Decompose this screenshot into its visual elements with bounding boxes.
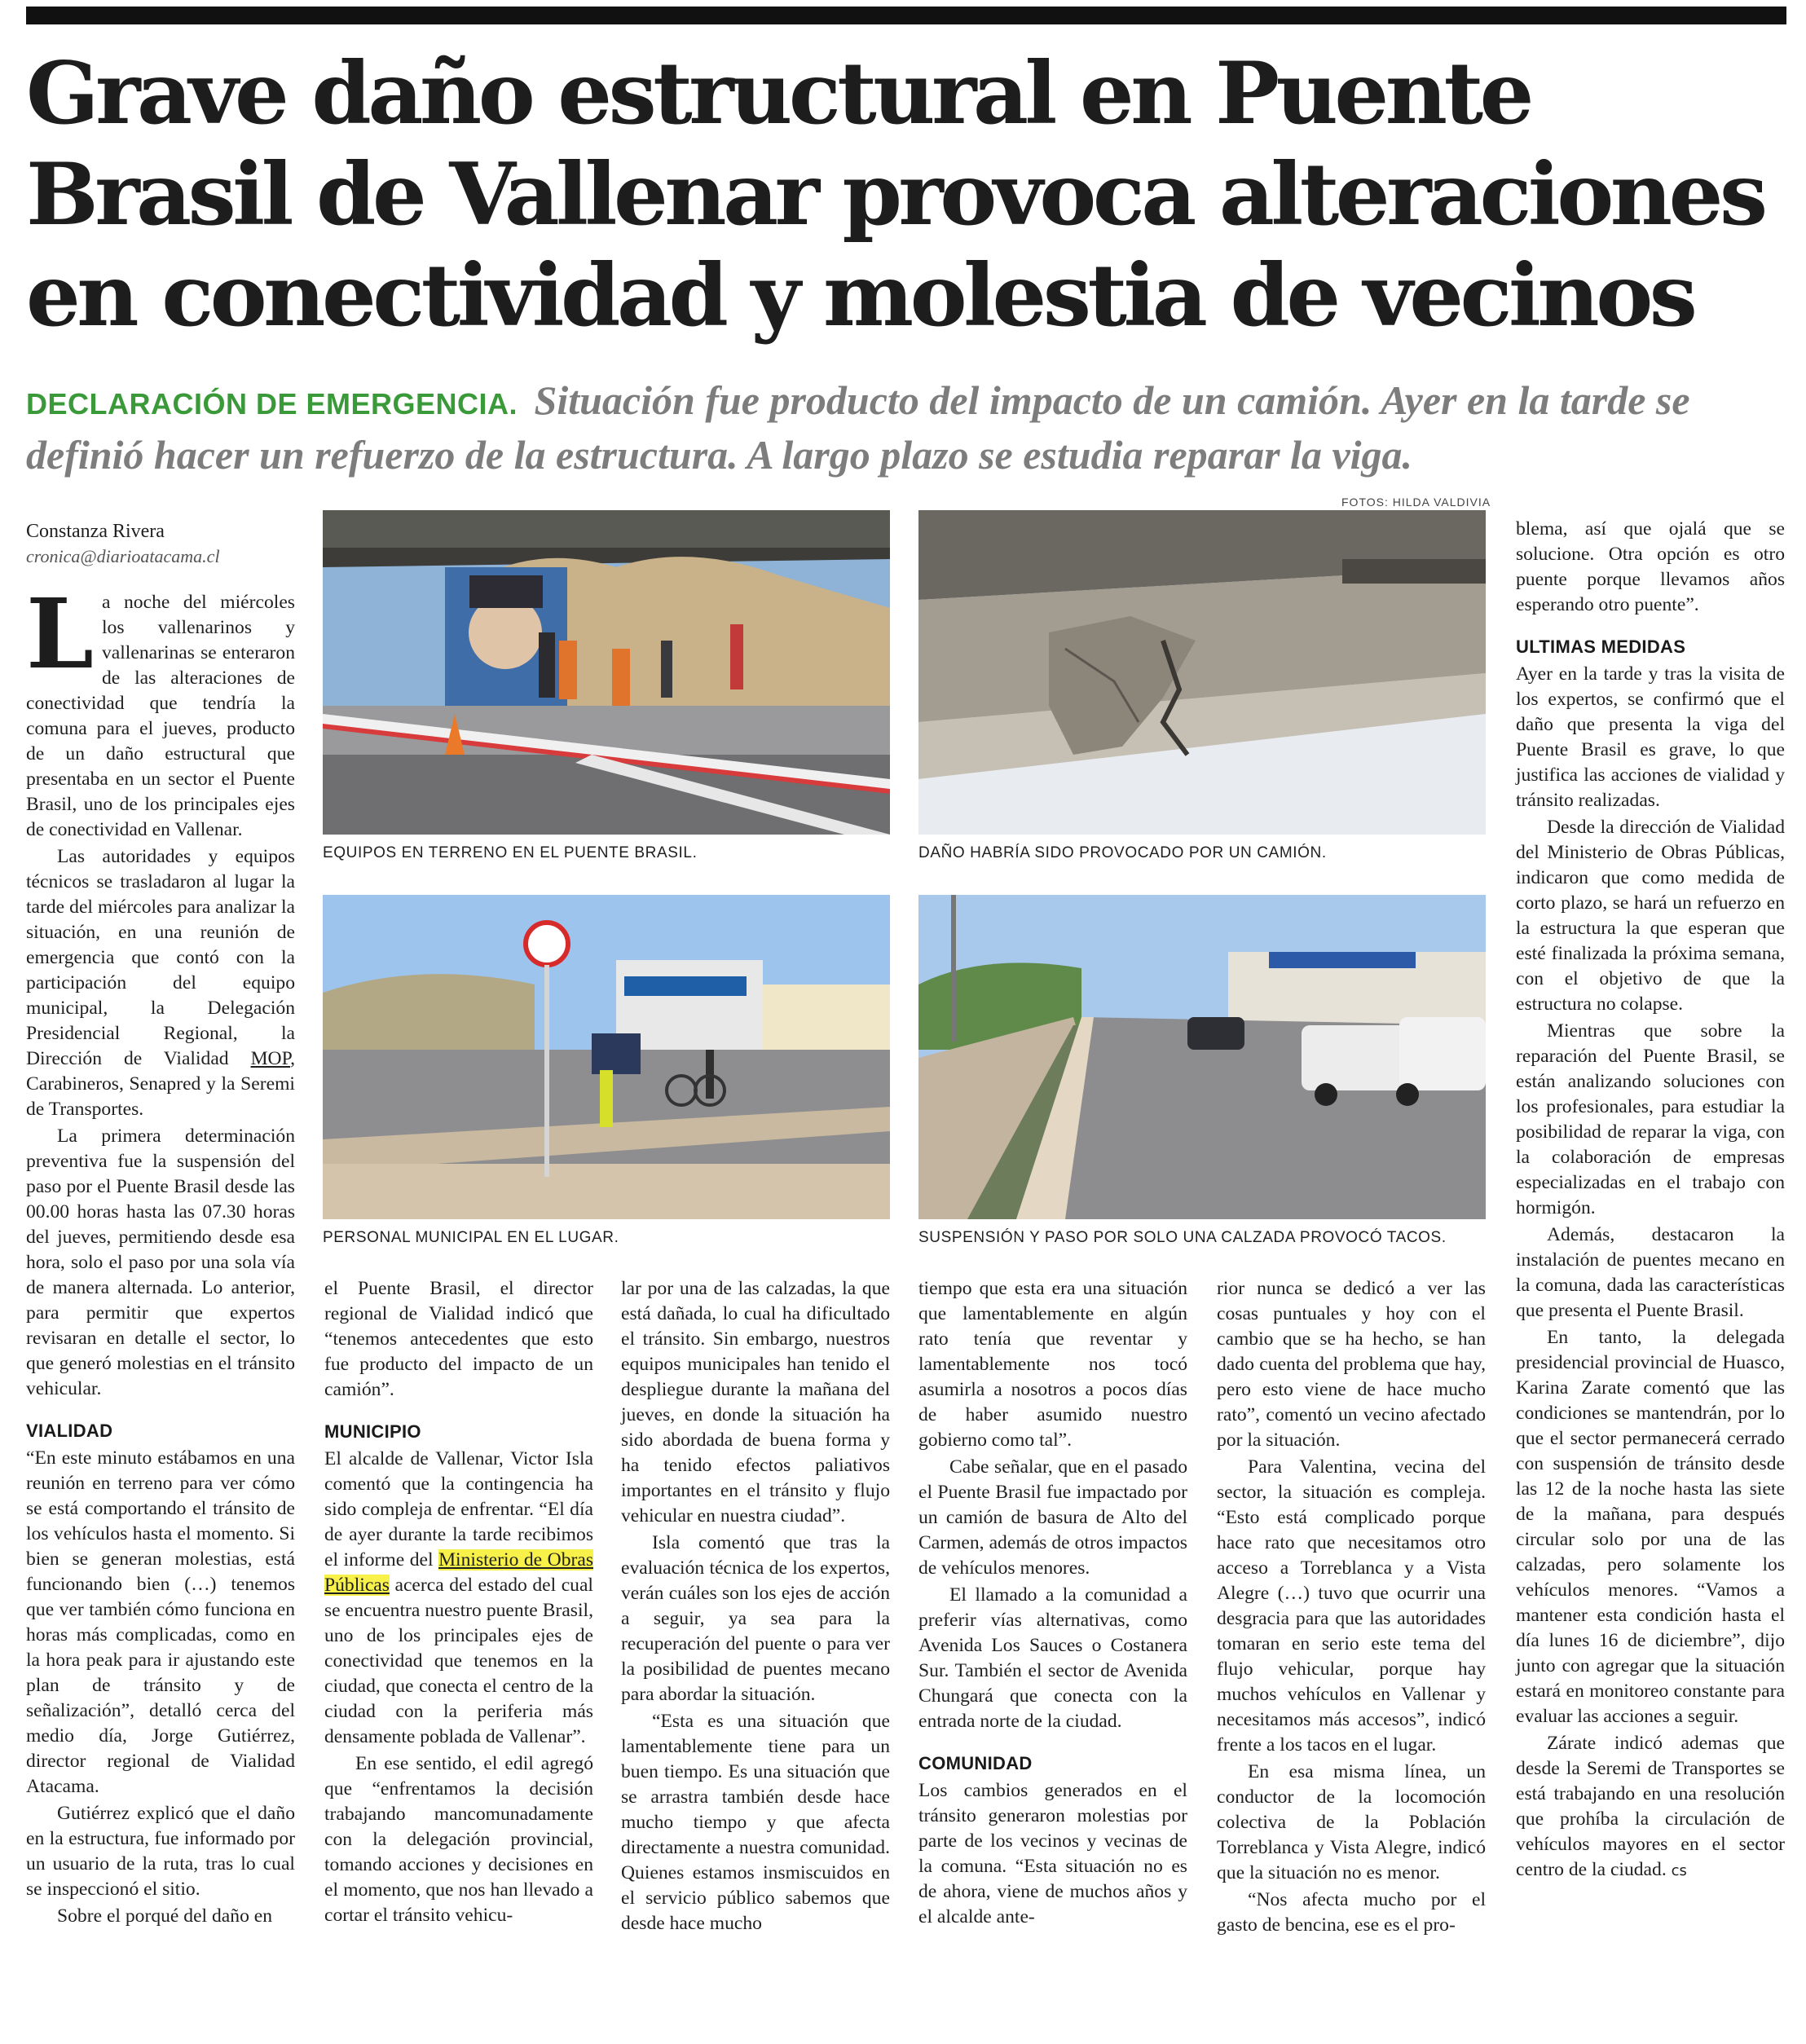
photo-caption: DAÑO HABRÍA SIDO PROVOCADO POR UN CAMIÓN. (918, 844, 1327, 861)
photo-caption: SUSPENSIÓN Y PASO POR SOLO UNA CALZADA PROVOCÓ TACOS. (918, 1229, 1447, 1246)
paragraph: En ese sentido, el edil agregó que “enfrentamos la decisión trabajando mancomunadamente con la delegación provincial, tomando acciones y decisiones en el momento, que nos han llevado a cortar el tránsito vehicu- (324, 1753, 593, 1926)
paragraph: Las autoridades y equipos técnicos se trasladaron al lugar la tarde del miércoles para analizar la situación, en una reunión de emergencia que contó con la participación del equipo municipal, la Delegación Presidencial Regional, la Dirección de Vialidad MOP, Carabineros, Senapred y la Seremi de Transportes. (26, 846, 295, 1120)
paragraph: “Esta es una situación que lamentablemente tiene para un buen tiempo. Es una situación que se arrastra también desde hace mucho tiempo y que afecta directamente a nuestra comunidad. Quienes estamos insmiscuidos en el servicio público sabemos que desde hace mucho (621, 1711, 890, 1934)
paragraph: blema, así que ojalá que se solucione. Otra opción es otro puente porque llevamos años esperando otro puente”. (1516, 518, 1785, 615)
paragraph: El alcalde de Vallenar, Victor Isla comentó que la contingencia ha sido compleja de enfrentar. “El día de ayer durante la tarde recibimos el informe del Ministerio de Obras Públicas acerca del estado del cual se encuentra nuestro puente Brasil, uno de los principales ejes de conectividad que tenemos en la ciudad, que conecta el centro de la ciudad con la periferia más densamente poblada de Vallenar”. (324, 1448, 593, 1747)
paragraph: El llamado a la comunidad a preferir vías alternativas, como Avenida Los Sauces o Costanera Sur. También el sector de Avenida Chungará que conecta con la entrada norte de la ciudad. (918, 1584, 1187, 1732)
paragraph: Sobre el porqué del daño en (57, 1905, 273, 1927)
paragraph: En tanto, la delegada presidencial provincial de Huasco, Karina Zarate comentó que las condiciones se mantendrán, por lo que el sector permanecerá cerrado con suspensión de tránsito desde las 12 de la noche hasta las siete de la mañana, para después circular solo por una de las calzadas, pero solamente los vehículos menores. “Vamos a mantener esta condición hasta el día lunes 16 de diciembre”, dijo junto con agregar que la situación estará en monitoreo constante para evaluar las acciones a seguir. (1516, 1327, 1785, 1727)
paragraph: Gutiérrez explicó que el daño en la estructura, fue informado por un usuario de la ruta, tras lo cual se inspeccionó el sitio. (26, 1803, 295, 1900)
drop-cap: L (26, 577, 94, 690)
paragraph: Además, destacaron la instalación de puentes mecano en la comuna, dada las características que presenta el Puente Brasil. (1516, 1224, 1785, 1321)
column-2 (324, 1276, 593, 1930)
paragraph: Isla comentó que tras la evaluación técnica de los expertos, verán cuáles son los ejes de acción a seguir, ya sea para la recuperación del puente o para ver la posibilidad de puentes mecano para abordar la situación. (621, 1532, 890, 1705)
headline-line-2: Brasil de Vallenar provoca alteraciones (26, 143, 1764, 244)
photo-dano-viga (918, 510, 1486, 835)
photo-personal-municipal (323, 895, 890, 1219)
paragraph: Los cambios generados en el tránsito generaron molestias por parte de los vecinos y vecinas de la comuna. “Esta situación no es de ahora, viene de muchos años y el alcalde ante- (918, 1780, 1187, 1927)
deck-text: Situación fue producto del impacto de un camión. Ayer en la tarde se definió hacer un refuerzo de la estructura. A largo plazo se estudia reparar la viga. (26, 377, 1690, 478)
mop-link[interactable]: MOP (250, 1048, 291, 1069)
paragraph: rior nunca se dedicó a ver las cosas puntuales y hoy con el cambio que se ha hecho, se han dado cuenta del problema que hay, pero esto viene de hace mucho rato”, comentó un vecino afectado por la situación. (1217, 1278, 1486, 1451)
paragraph: “En este minuto estábamos en una reunión en terreno para ver cómo se está comportando el tránsito de los vehículos hasta el momento. Si bien se generan molestias, está funcionando bien (…) tenemos que ver también cómo funciona en horas más complicadas, como en la hora peak para ir ajustando este plan de tránsito y de señalización”, detalló cerca del medio día, Jorge Gutiérrez, director regional de Vialidad Atacama. (26, 1447, 295, 1797)
photo-caption: EQUIPOS EN TERRENO EN EL PUENTE BRASIL. (323, 844, 698, 861)
column-5 (1217, 1276, 1486, 1940)
paragraph: Ayer en la tarde y tras la visita de los expertos, se confirmó que el daño que presenta la viga del Puente Brasil es grave, lo que justifica las acciones de vialidad y tránsito realizadas. (1516, 663, 1785, 811)
paragraph: Mientras que sobre la reparación del Puente Brasil, se están analizando soluciones con los profesionales, para estudiar la posibilidad de reparar la viga, con la colaboración de empresas especializadas en el trabajo con hormigón. (1516, 1020, 1785, 1218)
deck (26, 375, 1786, 480)
column-3 (621, 1276, 890, 1938)
photo-equipos-en-terreno (323, 510, 890, 835)
headline-line-3: en conectividad y molestia de vecinos (26, 244, 1694, 346)
paragraph: Desde la dirección de Vialidad del Ministerio de Obras Públicas, indicaron que como medida de corto plazo, se hará un refuerzo en la estructura la que esperan que esté finalizada la próxima semana, con el objetivo de que la estructura no colapse. (1516, 817, 1785, 1015)
headline-line-1: Grave daño estructural en Puente (26, 42, 1531, 143)
column-1 (26, 518, 295, 1931)
byline-email[interactable]: cronica@diarioatacama.cl (26, 546, 220, 566)
column-4 (918, 1276, 1187, 1932)
paragraph: La noche del miércoles los vallenarinos y vallenarinas se enteraron de las alteraciones de conectividad que tendría la comuna para el jueves, producto de un daño estructural que presentaba en un sector el Puente Brasil, uno de los principales ejes de conectividad en Vallenar. (26, 577, 295, 840)
end-mark-icon: cs (1671, 1862, 1687, 1879)
photo-credit: FOTOS: HILDA VALDIVIA (1341, 496, 1491, 509)
subhead-ultimas-medidas: ULTIMAS MEDIDAS (1516, 637, 1686, 657)
paragraph: lar por una de las calzadas, la que está dañada, lo cual ha dificultado el tránsito. Sin embargo, nuestros equipos municipales han tenido el despliegue durante la mañana del jueves, en donde la situación ha sido abordada de buena forma y ha tenido efectos paliativos importantes en el tránsito y flujo vehicular en nuestra ciudad”. (621, 1278, 890, 1526)
byline-name: Constanza Rivera (26, 521, 165, 542)
paragraph: En esa misma línea, un conductor de la locomoción colectiva de la Población Torreblanca y Vista Alegre, indicó que la situación no es menor. (1217, 1761, 1486, 1883)
paragraph: Zárate indicó ademas que desde la Seremi de Transportes se está trabajando en una resolución que prohíba la circulación de vehículos mayores en el sector centro de la ciudad. cs (1516, 1733, 1785, 1880)
column-6 (1516, 517, 1785, 1885)
subhead-comunidad: COMUNIDAD (918, 1753, 1033, 1773)
deck-kicker: DECLARACIÓN DE EMERGENCIA. (26, 387, 518, 421)
ministerio-link[interactable]: Ministerio de Obras Públicas (324, 1549, 593, 1596)
photo-tacos (918, 895, 1486, 1219)
photo-caption: PERSONAL MUNICIPAL EN EL LUGAR. (323, 1229, 619, 1246)
subhead-municipio: MUNICIPIO (324, 1421, 421, 1442)
headline (26, 42, 1786, 346)
paragraph: el Puente Brasil, el director regional de Vialidad indicó que “tenemos antecedentes que esto fue producto del impacto de un camión”. (324, 1278, 593, 1400)
subhead-vialidad: VIALIDAD (26, 1421, 113, 1441)
paragraph: “Nos afecta mucho por el gasto de bencina, ese es el pro- (1217, 1889, 1486, 1936)
paragraph: tiempo que esta era una situación que lamentablemente en algún rato tenía que reventar y lamentablemente nos tocó asumirla a nosotros a pocos días de haber asumido nuestro gobierno como tal”. (918, 1278, 1187, 1451)
top-rule (26, 7, 1786, 24)
paragraph: Cabe señalar, que en el pasado el Puente Brasil fue impactado por un camión de basura de Alto del Carmen, además de otros impactos de vehículos menores. (918, 1456, 1187, 1579)
paragraph: Para Valentina, vecina del sector, la situación es compleja. “Esto está complicado porque hace rato que necesitamos otro acceso a Torreblanca y a Vista Alegre (…) tuvo que ocurrir una desgracia para que las autoridades tomaran en serio este tema del flujo vehicular, porque hay muchos vehículos en Vallenar y necesitamos más accesos”, indicó frente a los tacos en el lugar. (1217, 1456, 1486, 1755)
paragraph: La primera determinación preventiva fue la suspensión del paso por el Puente Brasil desde las 00.00 horas hasta las 07.30 horas del jueves, permitiendo desde esa hora, solo el paso por una sola vía de manera alternada. Lo anterior, para permitir que expertos revisaran en detalle el sector, lo que generó molestias en el tránsito vehicular. (26, 1126, 295, 1399)
